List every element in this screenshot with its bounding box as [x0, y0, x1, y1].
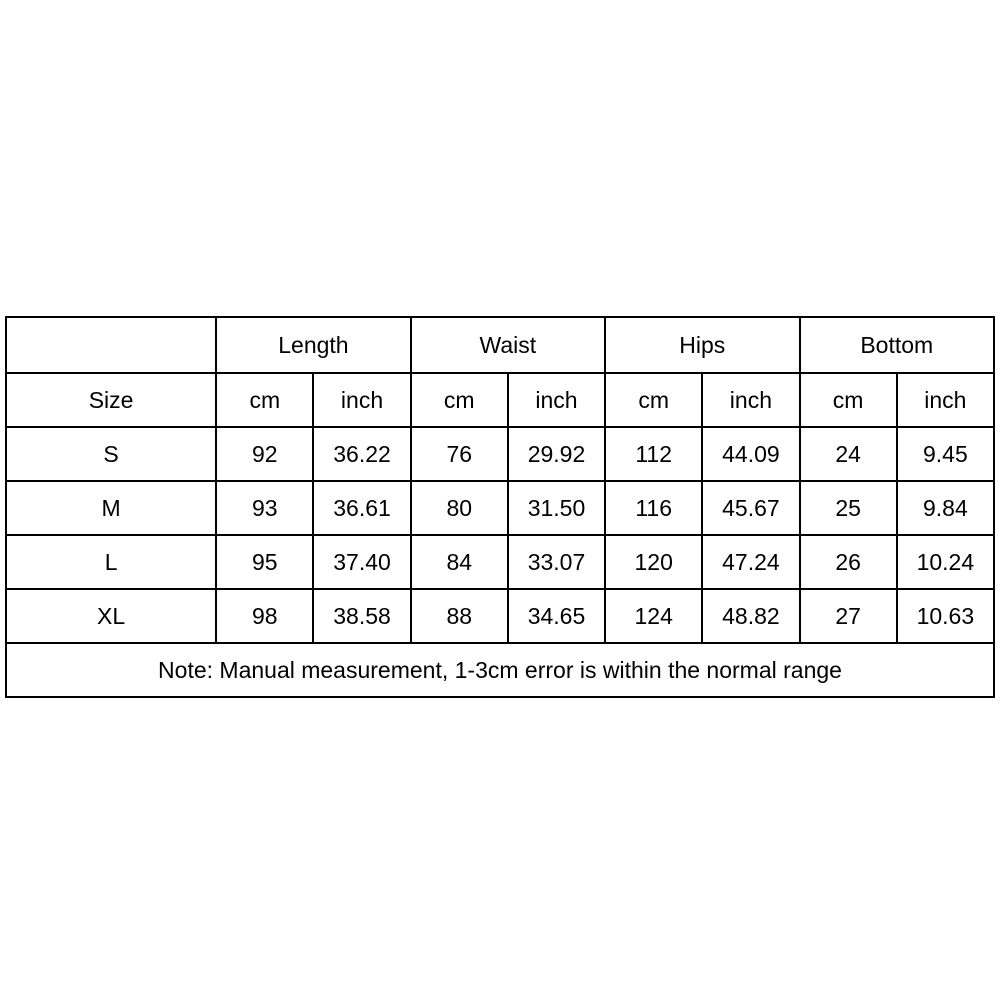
table-row [6, 481, 994, 535]
cell-size: XL [6, 589, 216, 643]
unit-header-bottom-cm: cm [800, 373, 897, 427]
unit-header-length-cm: cm [216, 373, 313, 427]
cell-bottom-inch: 9.45 [897, 427, 994, 481]
cell-length-cm: 92 [216, 427, 313, 481]
measurement-note: Note: Manual measurement, 1-3cm error is within the normal range [6, 643, 994, 697]
table-group-header-row [6, 317, 994, 373]
cell-hips-inch: 45.67 [702, 481, 799, 535]
group-header-bottom: Bottom [800, 317, 994, 373]
cell-hips-inch: 44.09 [702, 427, 799, 481]
cell-bottom-inch: 10.63 [897, 589, 994, 643]
cell-hips-cm: 116 [605, 481, 702, 535]
cell-length-cm: 98 [216, 589, 313, 643]
table-row [6, 535, 994, 589]
cell-waist-inch: 33.07 [508, 535, 605, 589]
cell-waist-inch: 31.50 [508, 481, 605, 535]
cell-length-inch: 36.61 [313, 481, 410, 535]
cell-bottom-inch: 10.24 [897, 535, 994, 589]
cell-waist-inch: 34.65 [508, 589, 605, 643]
cell-hips-cm: 124 [605, 589, 702, 643]
size-chart-table [5, 316, 995, 698]
cell-length-inch: 36.22 [313, 427, 410, 481]
cell-bottom-cm: 24 [800, 427, 897, 481]
cell-hips-inch: 48.82 [702, 589, 799, 643]
cell-size: S [6, 427, 216, 481]
group-header-hips: Hips [605, 317, 799, 373]
cell-bottom-inch: 9.84 [897, 481, 994, 535]
unit-header-hips-inch: inch [702, 373, 799, 427]
unit-header-bottom-inch: inch [897, 373, 994, 427]
unit-header-hips-cm: cm [605, 373, 702, 427]
cell-bottom-cm: 25 [800, 481, 897, 535]
size-chart-table-wrapper [5, 316, 995, 698]
group-header-length: Length [216, 317, 410, 373]
cell-waist-inch: 29.92 [508, 427, 605, 481]
cell-hips-inch: 47.24 [702, 535, 799, 589]
cell-length-cm: 95 [216, 535, 313, 589]
cell-waist-cm: 76 [411, 427, 508, 481]
cell-length-cm: 93 [216, 481, 313, 535]
group-header-waist: Waist [411, 317, 605, 373]
table-row [6, 427, 994, 481]
table-unit-header-row [6, 373, 994, 427]
cell-waist-cm: 80 [411, 481, 508, 535]
cell-waist-cm: 84 [411, 535, 508, 589]
cell-bottom-cm: 27 [800, 589, 897, 643]
cell-length-inch: 37.40 [313, 535, 410, 589]
unit-header-length-inch: inch [313, 373, 410, 427]
unit-header-waist-inch: inch [508, 373, 605, 427]
cell-size: M [6, 481, 216, 535]
cell-length-inch: 38.58 [313, 589, 410, 643]
unit-header-size: Size [6, 373, 216, 427]
cell-bottom-cm: 26 [800, 535, 897, 589]
group-header-blank [6, 317, 216, 373]
cell-waist-cm: 88 [411, 589, 508, 643]
cell-hips-cm: 112 [605, 427, 702, 481]
unit-header-waist-cm: cm [411, 373, 508, 427]
cell-size: L [6, 535, 216, 589]
cell-hips-cm: 120 [605, 535, 702, 589]
table-row [6, 589, 994, 643]
table-note-row [6, 643, 994, 697]
